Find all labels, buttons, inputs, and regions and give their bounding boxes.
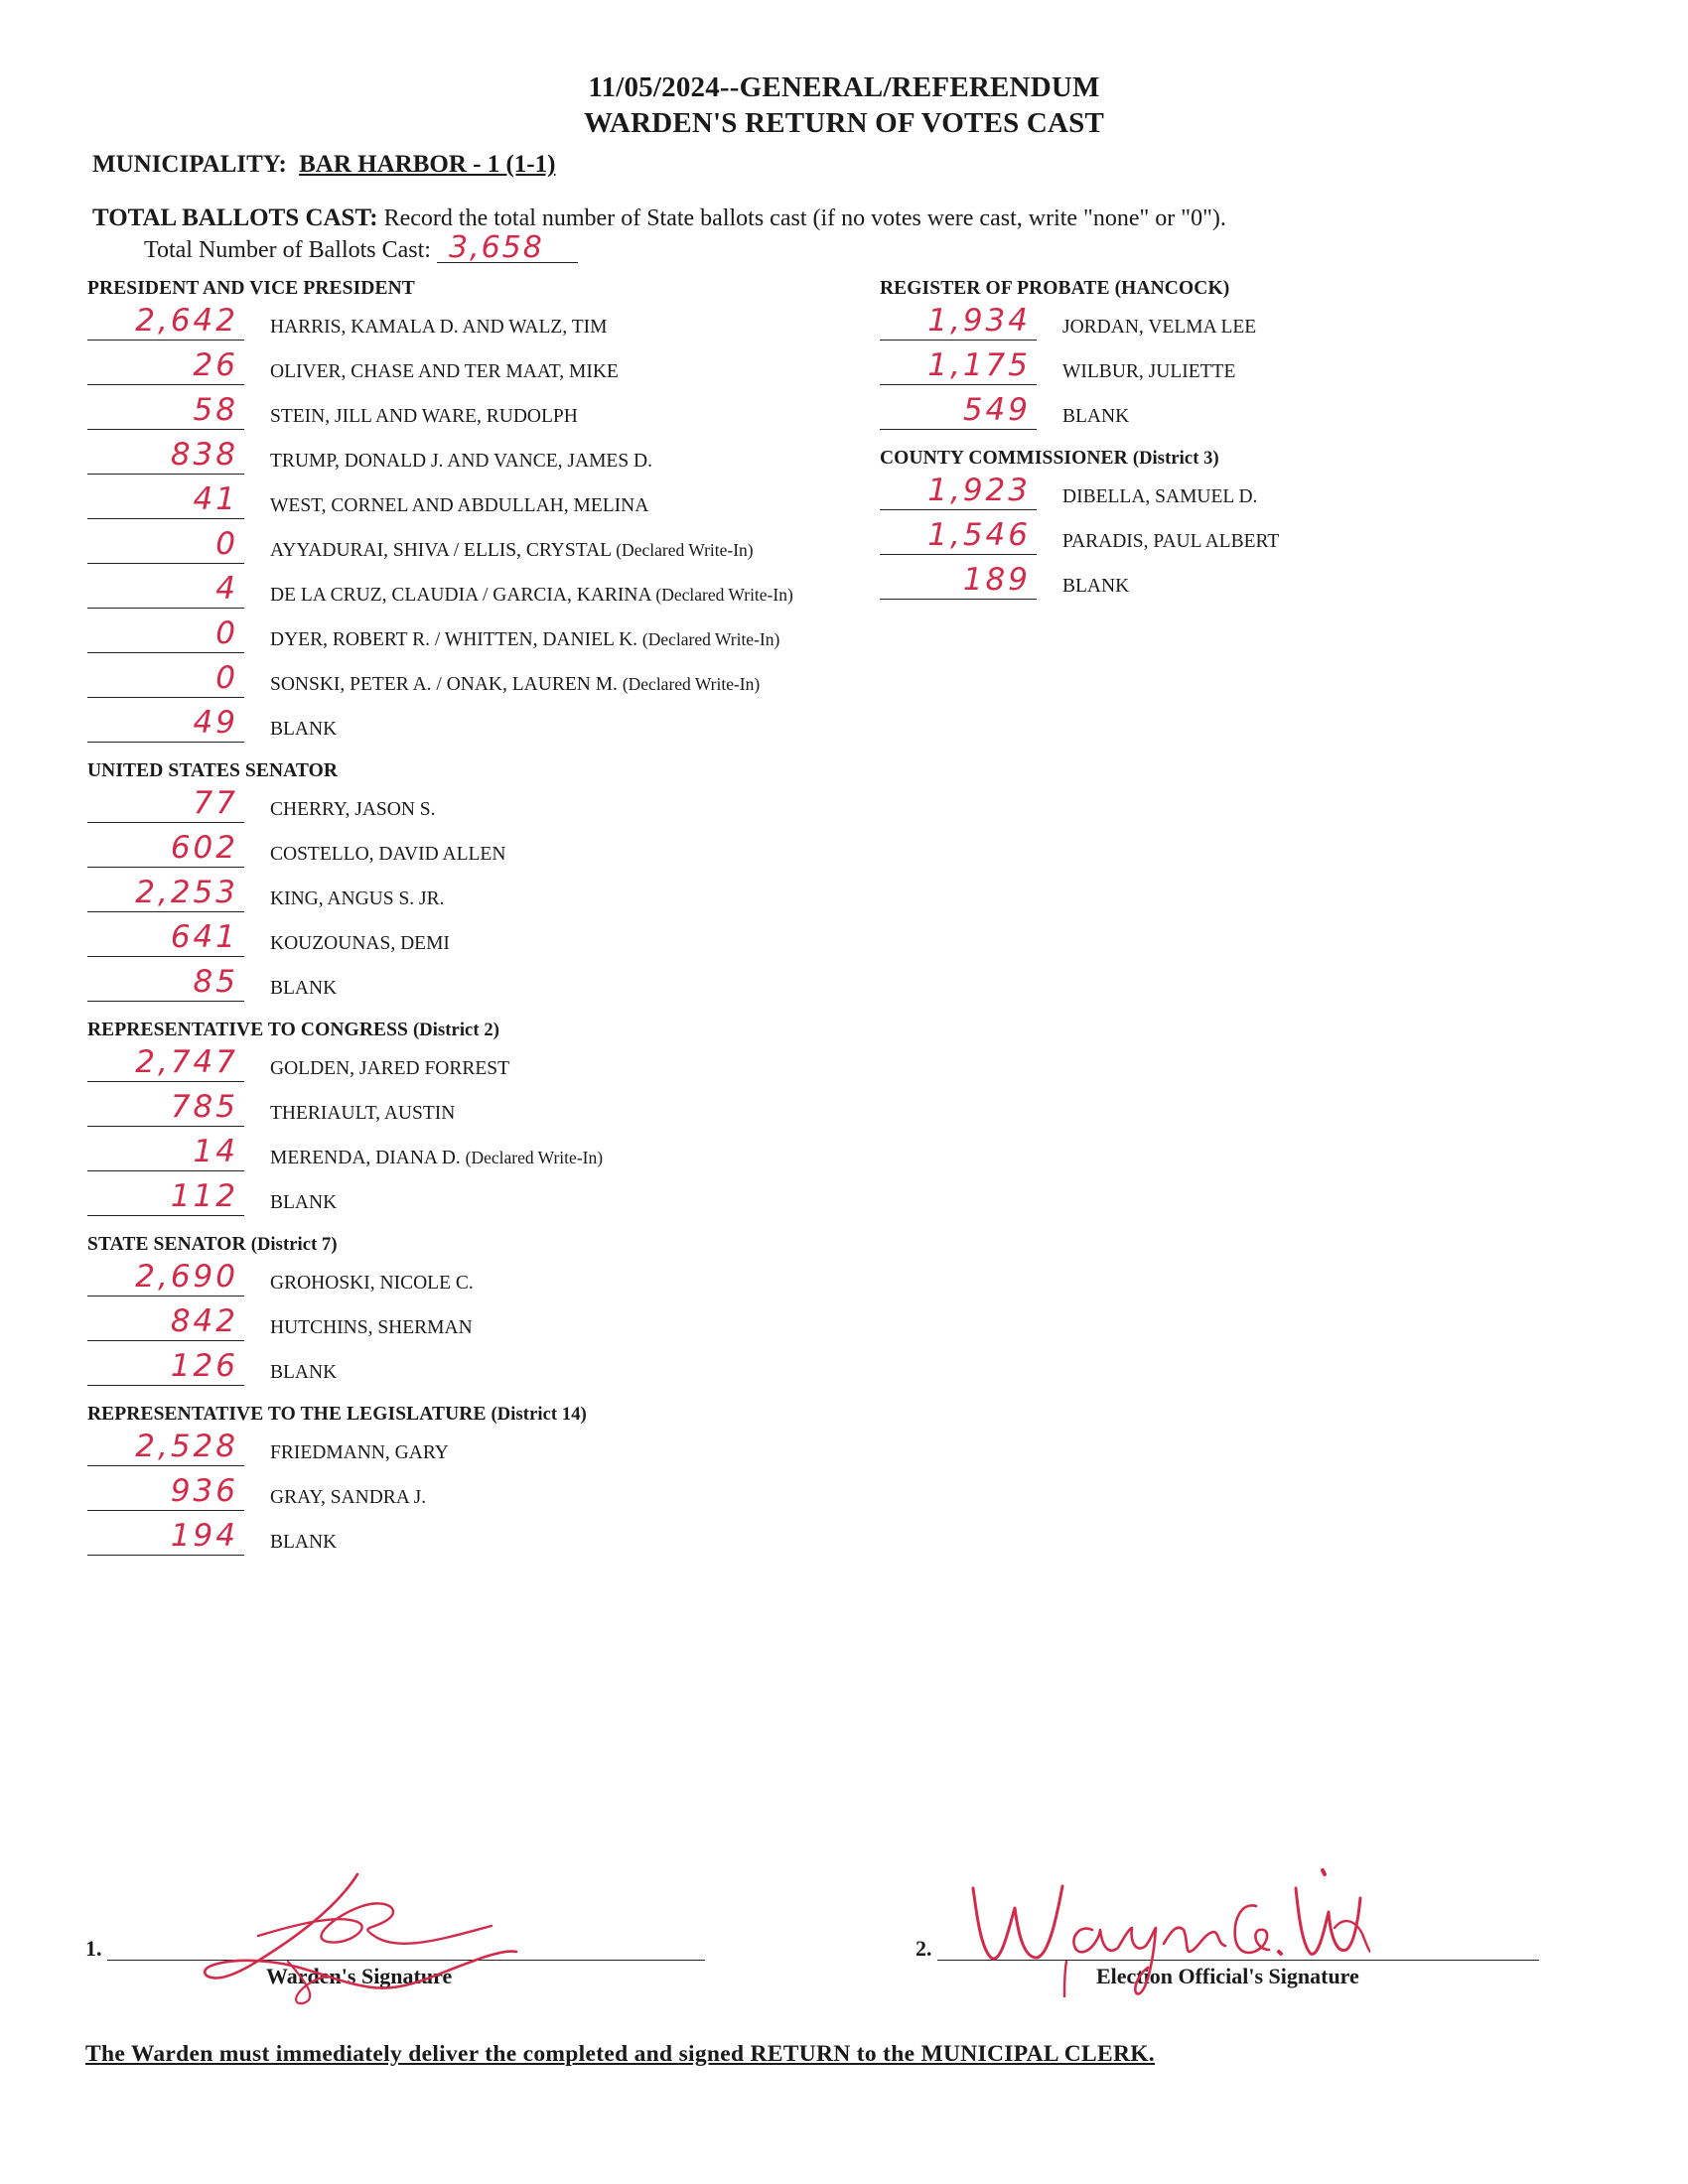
declared-write-in-note: (Declared Write-In) [465,1148,604,1167]
document-subtitle: WARDEN'S RETURN OF VOTES CAST [583,107,1105,139]
candidate-name-text: BLANK [270,1362,338,1383]
declared-write-in-note: (Declared Write-In) [622,674,761,694]
candidate-name-text: KING, ANGUS S. JR. [270,888,445,909]
vote-count: 785 [87,1087,244,1127]
vote-count: 14 [87,1132,244,1171]
candidate-name-text: BLANK [270,1532,338,1553]
vote-count: 126 [87,1346,244,1386]
candidate-name [270,406,578,428]
section-heading [87,1404,902,1426]
vote-count: 1,175 [880,345,1037,385]
candidate-name-text: DE LA CRUZ, CLAUDIA / GARCIA, KARINA [270,585,651,606]
section-heading [87,1020,902,1041]
vote-count: 49 [87,703,244,743]
section-district-note: (District 2) [412,1021,499,1040]
candidate-row [880,516,1436,561]
candidate-row [87,1347,902,1392]
vote-count: 1,546 [880,515,1037,555]
candidate-name-text: THERIAULT, AUSTIN [270,1103,456,1124]
vote-count: 0 [87,658,244,698]
candidate-row [87,1177,902,1222]
candidate-name [270,629,779,651]
candidate-name [270,540,754,562]
vote-count: 2,747 [87,1042,244,1082]
candidate-name [270,674,760,696]
vote-count: 58 [87,390,244,430]
left-column [87,278,902,1562]
total-ballots-instruction: Record the total number of State ballots cast (if no votes were cast, write "none" or "0"). [383,205,1226,231]
candidate-name-text: GROHOSKI, NICOLE C. [270,1273,474,1294]
municipality-line [92,151,555,179]
section-title: UNITED STATES SENATOR [87,760,339,781]
candidate-row [87,1133,902,1177]
vote-count: 936 [87,1471,244,1511]
vote-count: 112 [87,1176,244,1216]
total-ballots-label: TOTAL BALLOTS CAST: [92,205,378,231]
official-signature-caption: Election Official's Signature [1096,1964,1359,1988]
declared-write-in-note: (Declared Write-In) [655,585,793,605]
candidate-name [1062,317,1256,339]
candidate-name [270,361,619,383]
section-heading [87,278,902,300]
section-heading [87,760,902,782]
candidate-name [270,1192,337,1214]
candidate-row [87,436,902,480]
candidate-row [87,874,902,918]
warden-signature-number: 1. [85,1936,102,1961]
candidate-name-text: BLANK [1062,406,1130,427]
candidate-name-text: BLANK [270,719,338,740]
candidate-row [87,525,902,570]
section-title: STATE SENATOR [87,1234,246,1255]
candidate-name [270,933,450,955]
vote-count: 0 [87,524,244,564]
candidate-name-text: GOLDEN, JARED FORREST [270,1058,510,1079]
section-title: REPRESENTATIVE TO CONGRESS [87,1020,408,1040]
candidate-name [270,1532,337,1554]
candidate-name [270,719,337,741]
section-district-note: (District 14) [491,1405,587,1425]
candidate-row [87,963,902,1008]
candidate-name-text: CHERRY, JASON S. [270,799,436,820]
candidate-name-text: DIBELLA, SAMUEL D. [1062,486,1258,507]
candidate-row [87,614,902,659]
candidate-name [270,978,337,1000]
candidate-name [270,1273,474,1295]
candidate-name [270,585,793,607]
candidate-name-text: WILBUR, JULIETTE [1062,361,1236,382]
candidate-row [87,480,902,525]
candidate-row [87,659,902,704]
candidate-name-text: HUTCHINS, SHERMAN [270,1317,473,1338]
candidate-row [87,346,902,391]
candidate-name-text: PARADIS, PAUL ALBERT [1062,531,1280,552]
candidate-row [87,1428,902,1472]
candidate-row [87,1517,902,1562]
vote-count: 641 [87,917,244,957]
candidate-name [270,1148,603,1169]
section-title: COUNTY COMMISSIONER [880,448,1128,469]
vote-count: 549 [880,390,1037,430]
vote-count: 2,642 [87,301,244,341]
candidate-name [1062,576,1129,598]
candidate-name [1062,531,1279,553]
candidate-row [87,1043,902,1088]
candidate-name-text: OLIVER, CHASE AND TER MAAT, MIKE [270,361,619,382]
vote-count: 189 [880,560,1037,600]
candidate-name [1062,361,1235,383]
candidate-row [880,346,1436,391]
section-heading [880,448,1436,470]
declared-write-in-note: (Declared Write-In) [641,629,780,649]
vote-count: 77 [87,783,244,823]
section-title: PRESIDENT AND VICE PRESIDENT [87,278,415,299]
total-ballots-value: 3,658 [437,234,578,263]
candidate-name [270,888,445,910]
candidate-row [880,391,1436,436]
candidate-name [270,451,652,473]
candidate-name-text: KOUZOUNAS, DEMI [270,933,450,954]
candidate-row [87,1472,902,1517]
candidate-name-text: BLANK [270,1192,338,1213]
total-ballots-line [92,205,1226,232]
footer-instruction: The Warden must immediately deliver the completed and signed RETURN to the MUNICIPAL CLERK. [85,2041,1155,2067]
vote-count: 838 [87,435,244,475]
candidate-name-text: COSTELLO, DAVID ALLEN [270,844,506,865]
candidate-row [880,472,1436,516]
candidate-name-text: STEIN, JILL AND WARE, RUDOLPH [270,406,578,427]
candidate-name-text: GRAY, SANDRA J. [270,1487,427,1508]
candidate-name [270,1487,426,1509]
candidate-name [270,1058,509,1080]
candidate-row [87,829,902,874]
candidate-name [270,1317,473,1339]
candidate-name-text: DYER, ROBERT R. / WHITTEN, DANIEL K. [270,629,638,650]
candidate-row [87,570,902,614]
vote-count: 26 [87,345,244,385]
official-signature-number: 2. [915,1936,932,1961]
candidate-row [87,784,902,829]
section-heading [880,278,1436,300]
vote-count: 842 [87,1301,244,1341]
candidate-name-text: MERENDA, DIANA D. [270,1148,461,1168]
candidate-row [880,302,1436,346]
municipality-value: BAR HARBOR - 1 (1-1) [299,151,556,178]
candidate-name-text: AYYADURAI, SHIVA / ELLIS, CRYSTAL [270,540,612,561]
warden-signature-caption: Warden's Signature [266,1964,453,1988]
section-district-note: (District 3) [1132,449,1219,469]
document-title: 11/05/2024--GENERAL/REFERENDUM [588,71,1100,103]
municipality-label: MUNICIPALITY: [92,151,287,178]
warden-signature-image [189,1866,546,2005]
candidate-row [87,1302,902,1347]
vote-count: 2,690 [87,1257,244,1297]
section-district-note: (District 7) [250,1235,338,1255]
vote-count: 1,934 [880,301,1037,341]
candidate-name-text: SONSKI, PETER A. / ONAK, LAUREN M. [270,674,618,695]
candidate-name-text: FRIEDMANN, GARY [270,1442,449,1463]
section-title: REGISTER OF PROBATE (HANCOCK) [880,278,1230,299]
candidate-row [87,391,902,436]
candidate-row [87,704,902,749]
candidate-name [270,495,648,517]
candidate-name-text: WEST, CORNEL AND ABDULLAH, MELINA [270,495,649,516]
candidate-row [87,1088,902,1133]
candidate-name [1062,406,1129,428]
candidate-name [270,799,436,821]
vote-count: 1,923 [880,471,1037,510]
section-heading [87,1234,902,1256]
vote-count: 194 [87,1516,244,1556]
candidate-row [87,1258,902,1302]
candidate-name-text: TRUMP, DONALD J. AND VANCE, JAMES D. [270,451,653,472]
vote-count: 0 [87,614,244,653]
candidate-name-text: BLANK [270,978,338,999]
declared-write-in-note: (Declared Write-In) [616,540,754,560]
vote-count: 4 [87,569,244,609]
vote-count: 41 [87,479,244,519]
candidate-name [1062,486,1257,508]
candidate-row [880,561,1436,606]
candidate-name-text: HARRIS, KAMALA D. AND WALZ, TIM [270,317,608,338]
candidate-row [87,302,902,346]
candidate-name [270,317,607,339]
official-signature-image [953,1858,1370,1997]
candidate-name [270,1103,455,1125]
candidate-name-text: JORDAN, VELMA LEE [1062,317,1257,338]
vote-count: 2,253 [87,873,244,912]
vote-count: 2,528 [87,1427,244,1466]
candidate-name [270,1442,449,1464]
total-ballots-sub-line [144,230,578,265]
right-column [880,278,1436,606]
section-title: REPRESENTATIVE TO THE LEGISLATURE [87,1404,487,1425]
total-ballots-sub-label: Total Number of Ballots Cast: [144,237,431,263]
vote-count: 85 [87,962,244,1002]
candidate-name-text: BLANK [1062,576,1130,597]
vote-count: 602 [87,828,244,868]
candidate-name [270,844,505,866]
candidate-row [87,918,902,963]
candidate-name [270,1362,337,1384]
